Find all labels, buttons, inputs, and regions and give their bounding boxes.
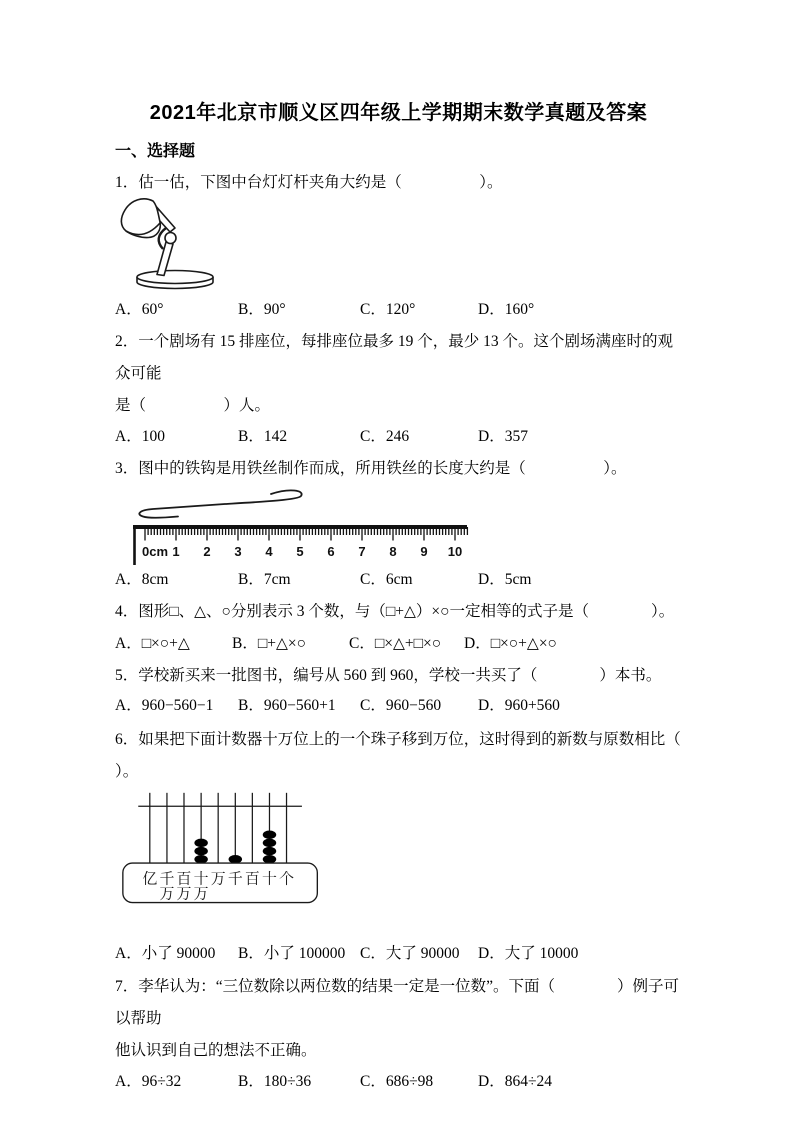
option: D．5cm — [478, 571, 532, 588]
option: C．6cm — [360, 571, 413, 588]
option: A．60° — [115, 301, 164, 318]
option: D．大了 10000 — [478, 945, 579, 962]
option: B．7cm — [238, 571, 291, 588]
wire-hook-ruler-figure — [129, 487, 474, 565]
bead — [263, 830, 276, 838]
svg-text:十: 十 — [193, 871, 209, 888]
svg-text:4: 4 — [265, 544, 273, 559]
question-3-options — [115, 565, 682, 595]
question-2 — [115, 326, 682, 452]
svg-text:亿: 亿 — [142, 871, 158, 888]
question-7 — [115, 971, 682, 1097]
svg-text:1: 1 — [172, 544, 180, 559]
svg-text:0cm: 0cm — [141, 544, 169, 559]
desk-lamp-figure — [117, 198, 243, 292]
question-6 — [115, 724, 682, 969]
svg-text:千: 千 — [227, 871, 243, 888]
option: C．246 — [360, 428, 410, 445]
question-2-line-2: 是（ ）人。 — [115, 397, 271, 414]
question-2-text — [115, 326, 682, 422]
question-3 — [115, 454, 682, 595]
option: B．□+△×○ — [232, 635, 306, 652]
option: D．960+560 — [478, 697, 560, 714]
bead — [194, 847, 207, 855]
lamp-base — [137, 271, 213, 289]
question-7-line-2: 他认识到自己的想法不正确。 — [115, 1042, 317, 1059]
option: D．864÷24 — [478, 1073, 552, 1090]
lamp-joint — [165, 233, 176, 244]
question-1 — [115, 168, 682, 325]
svg-text:百: 百 — [176, 871, 192, 888]
bead — [229, 855, 242, 863]
svg-text:万: 万 — [176, 886, 192, 903]
question-6-text — [115, 724, 682, 788]
svg-text:万: 万 — [159, 886, 175, 903]
question-6-options — [115, 939, 682, 969]
option: A．8cm — [115, 571, 169, 588]
option: A．960−560−1 — [115, 697, 214, 714]
wire-hook — [139, 490, 301, 517]
option: B．小了 100000 — [238, 945, 346, 962]
option: C．大了 90000 — [360, 945, 460, 962]
svg-text:8: 8 — [389, 544, 397, 559]
section-heading: 一、选择题 — [115, 143, 196, 160]
option: A．100 — [115, 428, 165, 445]
svg-text:2: 2 — [203, 544, 211, 559]
question-6-line-1: 6．如果把下面计数器十万位上的一个珠子移到万位，这时得到的新数与原数相比（ — [115, 731, 681, 748]
svg-text:千: 千 — [159, 871, 175, 888]
option: D．357 — [478, 428, 528, 445]
option: A．小了 90000 — [115, 945, 216, 962]
question-5-text: 5．学校新买来一批图书，编号从 560 到 960，学校一共买了（ ）本书。 — [115, 667, 662, 684]
page-title: 2021年北京市顺义区四年级上学期期末数学真题及答案 — [149, 102, 648, 124]
svg-text:6: 6 — [327, 544, 335, 559]
question-2-options — [115, 422, 682, 452]
question-4-options — [115, 629, 682, 659]
option: C．120° — [360, 301, 416, 318]
question-4 — [115, 597, 682, 659]
option: D．□×○+△×○ — [464, 635, 557, 652]
svg-text:5: 5 — [296, 544, 304, 559]
option: B．960−560+1 — [238, 697, 336, 714]
svg-text:十: 十 — [262, 871, 277, 888]
question-7-text — [115, 971, 682, 1067]
option: A．96÷32 — [115, 1073, 182, 1090]
option: B．180÷36 — [238, 1073, 312, 1090]
question-3-text: 3．图中的铁钩是用铁丝制作而成，所用铁丝的长度大约是（ ）。 — [115, 460, 627, 477]
question-7-options — [115, 1067, 682, 1097]
option: D．160° — [478, 301, 535, 318]
svg-text:3: 3 — [234, 544, 242, 559]
bead — [263, 855, 276, 863]
option: B．90° — [238, 301, 286, 318]
svg-text:个: 个 — [279, 871, 294, 888]
option: B．142 — [238, 428, 288, 445]
question-7-line-1: 7．李华认为：“三位数除以两位数的结果一定是一位数”。下面（ ）例子可以帮助 — [115, 978, 680, 1027]
place-value-counter-figure — [119, 788, 326, 918]
question-2-line-1: 2．一个剧场有 15 排座位，每排座位最多 19 个，最少 13 个。这个剧场满座时的观众可能 — [115, 333, 674, 382]
svg-text:万: 万 — [193, 886, 209, 903]
question-1-options — [115, 295, 682, 325]
question-5-options — [115, 691, 682, 721]
svg-text:10: 10 — [447, 544, 463, 559]
svg-text:万: 万 — [210, 871, 226, 888]
option: A．□×○+△ — [115, 635, 190, 652]
bead — [194, 855, 207, 863]
ruler-numbers — [142, 544, 462, 559]
option: C．960−560 — [360, 697, 442, 714]
counter-rods — [138, 793, 302, 865]
svg-text:7: 7 — [358, 544, 366, 559]
option: C．□×△+□×○ — [349, 635, 442, 652]
bead — [194, 839, 207, 847]
question-1-text: 1．估一估，下图中台灯灯杆夹角大约是（ ）。 — [115, 174, 503, 191]
svg-text:百: 百 — [244, 871, 260, 888]
question-6-line-2: ）。 — [115, 763, 139, 780]
bead — [263, 847, 276, 855]
question-4-text: 4．图形□、△、○分别表示 3 个数，与（□+△）×○一定相等的式子是（ ）。 — [115, 603, 675, 620]
question-5 — [115, 661, 682, 721]
option: C．686÷98 — [360, 1073, 434, 1090]
svg-text:9: 9 — [420, 544, 428, 559]
bead — [263, 839, 276, 847]
